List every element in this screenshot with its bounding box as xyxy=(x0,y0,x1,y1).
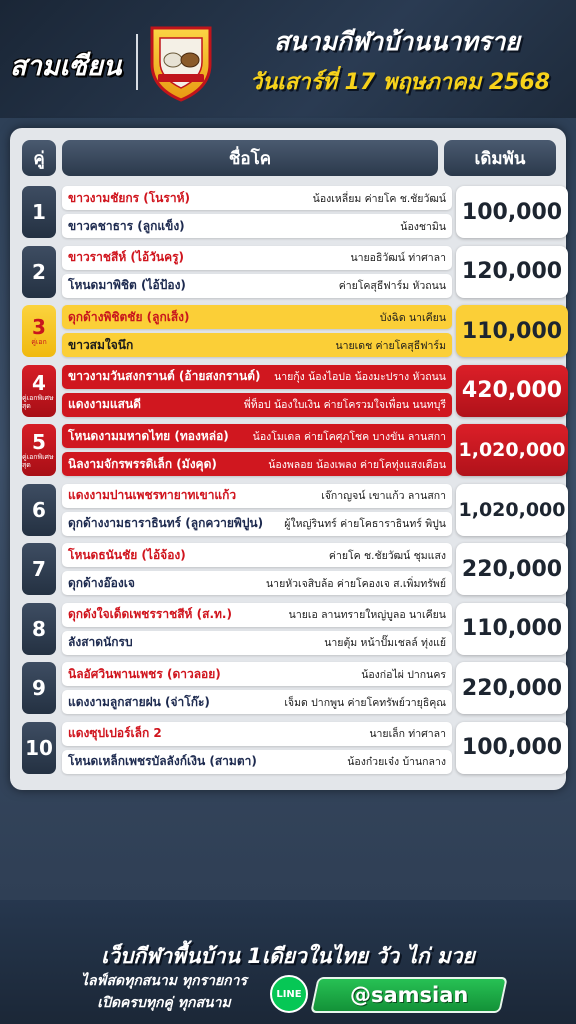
red-corner-name: ขาวงามวันสงกรานต์ (อ้ายสงกรานต์) xyxy=(68,369,261,383)
red-corner-line xyxy=(62,305,452,329)
blue-corner-line xyxy=(62,214,452,238)
column-header-pair: คู่ xyxy=(22,140,56,176)
pair-number-value: 3 xyxy=(32,315,46,339)
red-corner-line xyxy=(62,662,452,686)
blue-corner-name: ขาวสมใจนึก xyxy=(68,337,134,352)
bet-amount: 110,000 xyxy=(456,603,568,655)
bet-amount: 1,020,000 xyxy=(456,424,568,476)
pair-number xyxy=(22,484,56,536)
red-corner-owner: ค่ายโค ช.ชัยวัฒน์ ชุมแสง xyxy=(328,549,446,562)
blue-corner-line xyxy=(62,571,452,595)
blue-corner-owner: ค่ายโคสุธีฟาร์ม หัวถนน xyxy=(338,280,446,292)
stadium-crest-icon xyxy=(146,22,216,102)
pair-number-value: 4 xyxy=(32,370,46,395)
red-corner-line xyxy=(62,424,452,448)
red-corner-line xyxy=(62,722,452,746)
bet-amount: 420,000 xyxy=(456,365,568,417)
blue-corner-owner: พี่ท็อป น้องใบเงิน ค่ายโครวมใจเพื่อน นนทบุรี xyxy=(243,399,446,411)
match-row xyxy=(22,186,563,238)
match-row xyxy=(22,305,563,357)
red-corner-name: โหนดธนันชัย (ไอ้จ้อง) xyxy=(68,547,186,562)
pair-number-value: 1 xyxy=(32,200,46,224)
blue-corner-owner: ผู้ใหญ่รินทร์ ค่ายโคธาราธินทร์ พิปูน xyxy=(284,518,446,530)
red-corner-name: โหนดงามมหาดไทย (ทองหล่อ) xyxy=(68,428,229,443)
pair-number-value: 8 xyxy=(32,616,46,641)
bet-cell xyxy=(456,662,563,714)
blue-corner-line xyxy=(62,750,452,774)
pair-tier-label: คู่เอกพิเศษสุด xyxy=(22,393,54,410)
blue-corner-owner: เจ็มด ปากพูน ค่ายโคทรัพย์วายุธิคุณ xyxy=(284,696,446,709)
contestants xyxy=(62,603,452,655)
blue-corner-owner: นายเดช ค่ายโคสุธีฟาร์ม xyxy=(335,339,446,352)
bet-cell xyxy=(456,305,563,357)
match-row xyxy=(22,543,563,595)
page-title: สนามกีฬาบ้านนาทราย xyxy=(274,27,520,56)
match-row xyxy=(22,722,563,774)
bet-cell xyxy=(456,722,563,774)
bet-amount: 100,000 xyxy=(456,186,568,238)
blue-corner-name: โหนดมาพิชิต (ไอ้ป้อง) xyxy=(68,278,186,292)
match-row xyxy=(22,246,563,298)
event-date: วันเสาร์ที่ 17 พฤษภาคม 2568 xyxy=(249,70,551,95)
blue-corner-name: ดุกด้างอ๊องเจ xyxy=(68,575,135,590)
match-row xyxy=(22,484,566,536)
contestants xyxy=(62,424,452,476)
blue-corner-owner: น้องพลอย น้องเพลง ค่ายโคทุ่งแสงเดือน xyxy=(268,458,446,471)
pair-number-value: 5 xyxy=(32,430,46,454)
bet-cell xyxy=(456,424,566,476)
blue-corner-name: แดงงามแสนดี xyxy=(68,397,141,411)
red-corner-line xyxy=(62,186,452,210)
red-corner-line xyxy=(62,365,452,389)
red-corner-line xyxy=(62,484,452,508)
pair-number xyxy=(22,305,56,357)
match-table xyxy=(10,128,566,790)
brand-divider xyxy=(136,34,138,90)
line-handle-button[interactable] xyxy=(310,977,508,1013)
footer-open-text: เปิดครบทุกคู่ ทุกสนาม xyxy=(97,995,231,1011)
red-corner-name: ขาวงามชัยกร (โนราห์) xyxy=(68,190,190,205)
blue-corner-line xyxy=(62,631,452,655)
pair-number xyxy=(22,186,56,238)
bet-amount: 1,020,000 xyxy=(456,484,568,536)
bet-amount: 120,000 xyxy=(456,246,568,298)
red-corner-name: ดุกด้างพิชิตชัย (ลูกเส็ง) xyxy=(68,309,190,324)
red-corner-owner: เจ๊กาญจน์ เขาแก้ว ลานสกา xyxy=(321,490,446,502)
red-corner-owner: นายเล็ก ท่าศาลา xyxy=(369,728,446,740)
blue-corner-name: นิลงามจักรพรรดิเล็ก (มังคุด) xyxy=(68,456,217,471)
line-app-icon[interactable] xyxy=(270,975,308,1013)
red-corner-line xyxy=(62,543,452,567)
match-row xyxy=(22,365,563,417)
bet-amount: 220,000 xyxy=(456,543,568,595)
bet-cell xyxy=(456,246,563,298)
blue-corner-line xyxy=(62,690,452,714)
bet-cell xyxy=(456,543,563,595)
bet-cell xyxy=(456,484,566,536)
bet-cell xyxy=(456,186,563,238)
bet-amount: 110,000 xyxy=(456,305,568,357)
blue-corner-line xyxy=(62,274,452,298)
contestants xyxy=(62,186,452,238)
pair-number xyxy=(22,424,56,476)
blue-corner-name: ลังสาดนักรบ xyxy=(68,635,133,649)
pair-number-value: 2 xyxy=(32,259,46,284)
pair-number xyxy=(22,662,56,714)
red-corner-line xyxy=(62,603,452,627)
red-corner-name: ขาวราชสีห์ (ไอ้วันครู) xyxy=(68,250,185,264)
match-row xyxy=(22,424,566,476)
blue-corner-name: แดงงามลูกสายฝน (จ่าโก๊ะ) xyxy=(68,694,210,709)
bet-amount: 100,000 xyxy=(456,722,568,774)
blue-corner-owner: น้องก๋วยเจ๋ง บ้านกลาง xyxy=(347,756,446,768)
pair-number-value: 7 xyxy=(32,557,46,581)
column-header-bet: เดิมพัน xyxy=(444,140,556,176)
column-header-name: ชื่อโค xyxy=(62,140,438,176)
blue-corner-owner: นายตุ้ม หน้าปั๊มเชลล์ ทุ่งแย้ xyxy=(324,637,446,649)
bet-amount: 220,000 xyxy=(456,662,568,714)
pair-tier-label: คู่เอกพิเศษสุด xyxy=(22,453,54,469)
red-corner-owner: นายเอ ลานทรายใหญ่บูลอ นาเคียน xyxy=(288,609,446,621)
bet-cell xyxy=(456,603,563,655)
red-corner-owner: น้องโมเดล ค่ายโคศุภโชค บางขัน ลานสกา xyxy=(252,430,446,443)
pair-number xyxy=(22,722,56,774)
red-corner-name: แดงงามปานเพชรทายาทเขาแก้ว xyxy=(68,488,237,502)
blue-corner-owner: นายหัวเจสิบล้อ ค่ายโคองเจ ส.เพิ่มทรัพย์ xyxy=(266,577,446,590)
pair-number-value: 6 xyxy=(32,497,46,522)
red-corner-owner: น้องก่อไผ่ ปากนคร xyxy=(361,668,446,681)
contestants xyxy=(62,365,452,417)
pair-tier-label: คู่เอก xyxy=(31,338,47,346)
pair-number xyxy=(22,543,56,595)
red-corner-line xyxy=(62,246,452,270)
contestants xyxy=(62,543,452,595)
pair-number xyxy=(22,365,56,417)
match-row xyxy=(22,662,563,714)
blue-corner-owner: น้องชามิน xyxy=(400,220,446,233)
blue-corner-name: ดุกด้างงามธาราธินทร์ (ลูกควายพิปูน) xyxy=(68,516,264,530)
footer-live-text: ไลฟ์สดทุกสนาม ทุกรายการ xyxy=(80,973,248,989)
pair-number xyxy=(22,246,56,298)
line-handle-text: @samsian xyxy=(349,983,469,1007)
red-corner-name: นิลอัศวินพานเพชร (ดาวลอย) xyxy=(68,666,221,681)
red-corner-owner: นายกุ้ง น้องไอปอ น้องมะปราง หัวถนน xyxy=(274,371,446,383)
match-row xyxy=(22,603,563,655)
blue-corner-line xyxy=(62,512,452,536)
line-icon-label: LINE xyxy=(276,988,302,1000)
bet-cell xyxy=(456,365,563,417)
red-corner-owner: บังฉิด นาเคียน xyxy=(379,311,446,324)
contestants xyxy=(62,305,452,357)
red-corner-name: แดงซุปเปอร์เล็ก 2 xyxy=(68,726,162,740)
brand-logo-text: สามเซียน xyxy=(10,51,122,82)
blue-corner-line xyxy=(62,333,452,357)
contestants xyxy=(62,662,452,714)
pair-number xyxy=(22,603,56,655)
blue-corner-name: โหนดเหล็กเพชรบัลลังก์เงิน (สามตา) xyxy=(68,754,257,768)
contestants xyxy=(62,484,452,536)
blue-corner-line xyxy=(62,393,452,417)
pair-number-value: 10 xyxy=(25,735,53,760)
red-corner-owner: นายอธิวัฒน์ ท่าศาลา xyxy=(350,252,446,264)
red-corner-name: ดุกดังใจเด็ดเพชรราชสีห์ (ส.ท.) xyxy=(68,607,232,621)
pair-number-value: 9 xyxy=(32,676,46,700)
red-corner-owner: น้องเหลี่ยม ค่ายโค ช.ชัยวัฒน์ xyxy=(312,192,446,205)
footer-tagline: เว็บกีฬาพื้นบ้าน 1เดียวในไทย วัว ไก่ มวย xyxy=(101,944,475,968)
contestants xyxy=(62,246,452,298)
contestants xyxy=(62,722,452,774)
blue-corner-name: ขาวคชาธาร (ลูกแข็ง) xyxy=(68,218,185,233)
blue-corner-line xyxy=(62,452,452,476)
